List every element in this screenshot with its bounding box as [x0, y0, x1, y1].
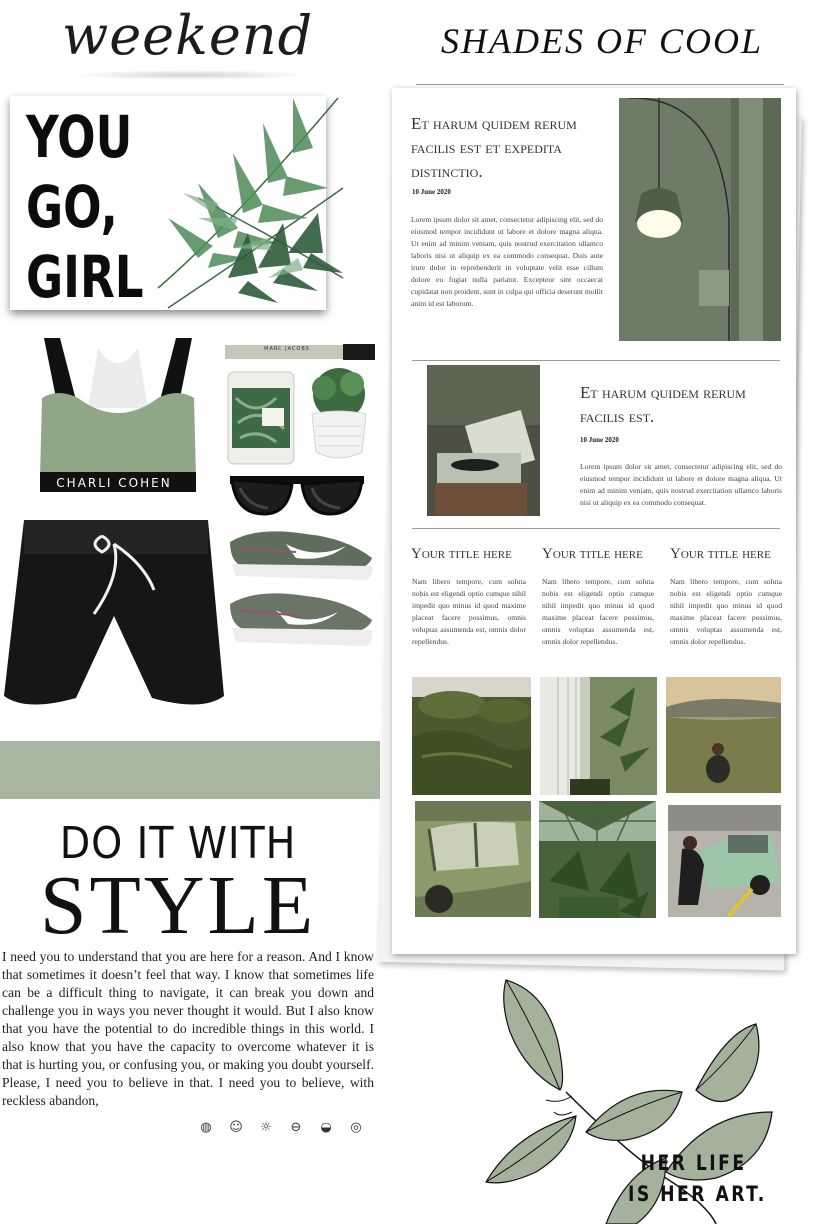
bra-brand-label: CHARLI COHEN — [56, 476, 172, 490]
sports-bra-image — [38, 338, 198, 494]
photo-greenhouse — [539, 801, 656, 918]
sun-icon: ☼ — [260, 1120, 272, 1135]
her-life-quote: HER LIFE IS HER ART. — [628, 1151, 767, 1206]
poster-text: YOU GO, GIRL — [26, 103, 144, 311]
photo-green-car-interior — [415, 801, 531, 917]
palm-leaf-illustration — [138, 78, 348, 328]
photo-green-bedding — [412, 677, 531, 795]
article1-body: Lorem ipsum dolor sit amet, consectetur adipiscing elit, sed do eiusmod tempor incididunt ut labore et dolore magna aliqua. Ut enim ad minim veniam, quis nostrud exercitation ullamco laboris nisi ut aliquip ex ea commodo consequat. Duis aute irure dolor in reprehenderit in voluptate velit esse cillum dolore eu fugiat nulla pariatur. Excepteur sint occaecat cupidatat non proident, sunt in culpa qui officia deserunt mollit anim id est laborum. — [411, 215, 603, 308]
black-shorts-image — [2, 516, 226, 722]
globe-icon: ◍ — [200, 1120, 212, 1135]
perfume-tube-image — [225, 342, 375, 362]
column1-title: Your title here — [411, 546, 512, 562]
section-divider-1 — [412, 360, 780, 361]
photo-window-curtain — [540, 677, 657, 795]
column3-body: Nam libero tempore, cum soluta nobis est eligendi optio cumque nihil impedit quo minus id quod maxime placeat facere possimus, omnis voluptas assumenda est, omnis dolor repellendus. — [670, 577, 782, 646]
weekend-script-title: weekend — [62, 4, 314, 67]
flag-icon: ◒ — [320, 1120, 332, 1135]
candle-image — [226, 368, 296, 466]
column3-title: Your title here — [670, 546, 771, 562]
you-go-girl-poster — [10, 96, 326, 310]
potted-plant-image — [302, 366, 376, 466]
article1-heading: Et harum quidem rerum facilis est et expedita distinctio. — [411, 114, 577, 181]
photo-vintage-car — [668, 805, 781, 917]
pendant-lamp-photo — [619, 98, 781, 341]
column2-title: Your title here — [542, 546, 643, 562]
article1-date: 10 June 2020 — [412, 188, 451, 196]
article2-body: Lorem ipsum dolor sit amet, consectetur adipiscing elit, sed do eiusmod tempor incididunt ut labore et dolore magna aliqua. Ut enim ad minim veniam, quis nostrud exercitation ullamco laboris nisi ut aliquip ex ea commodo consequat. — [580, 462, 782, 507]
do-it-with-heading: DO IT WITH — [59, 818, 297, 869]
sneakers-image — [226, 524, 376, 660]
title-divider — [416, 84, 784, 85]
planet-icon: ⊖ — [290, 1120, 302, 1135]
photo-hillside-sitting — [666, 677, 781, 793]
smiley-icon: ☺ — [229, 1120, 243, 1135]
magazine-title: SHADES OF COOL — [441, 21, 763, 61]
emoji-icon-row — [198, 1120, 370, 1140]
sage-color-band — [0, 741, 380, 799]
globe-alt-icon: ◎ — [350, 1120, 362, 1135]
section-divider-2 — [412, 528, 780, 529]
record-player-photo — [427, 365, 540, 516]
sunglasses-image — [228, 470, 366, 520]
quote-paragraph: I need you to understand that you are here for a reason. And I know that sometimes it doesn’t feel that way. I know that sometimes life can be a difficult thing to navigate, it can break you down and challenge you in ways you never thought it would. But I also know that you have the potential to do incredible things in this world. I also know that you have the capacity to overcome whatever it is that is hurting you, or confusing you, or making you doubt yourself. Please, I need you to believe in that. I need you to believe, with reckless abandon, — [2, 949, 374, 1108]
perfume-brand-label: MARC JACOBS — [264, 346, 310, 352]
article2-heading: Et harum quidem rerum facilis est. — [580, 383, 746, 426]
column1-body: Nam libero tempore, cum soluta nobis est eligendi optio cumque nihil impedit quo minus id quod maxime placeat facere possimus, omnis voluptas assumenda est, omnis dolor repellendus. — [412, 577, 526, 646]
article2-date: 10 June 2020 — [580, 436, 619, 444]
style-heading: STYLE — [39, 859, 317, 952]
column2-body: Nam libero tempore, cum soluta nobis est eligendi optio cumque nihil impedit quo minus id quod maxime placeat facere possimus, omnis voluptas assumenda est, omnis dolor repellendus. — [542, 577, 654, 646]
